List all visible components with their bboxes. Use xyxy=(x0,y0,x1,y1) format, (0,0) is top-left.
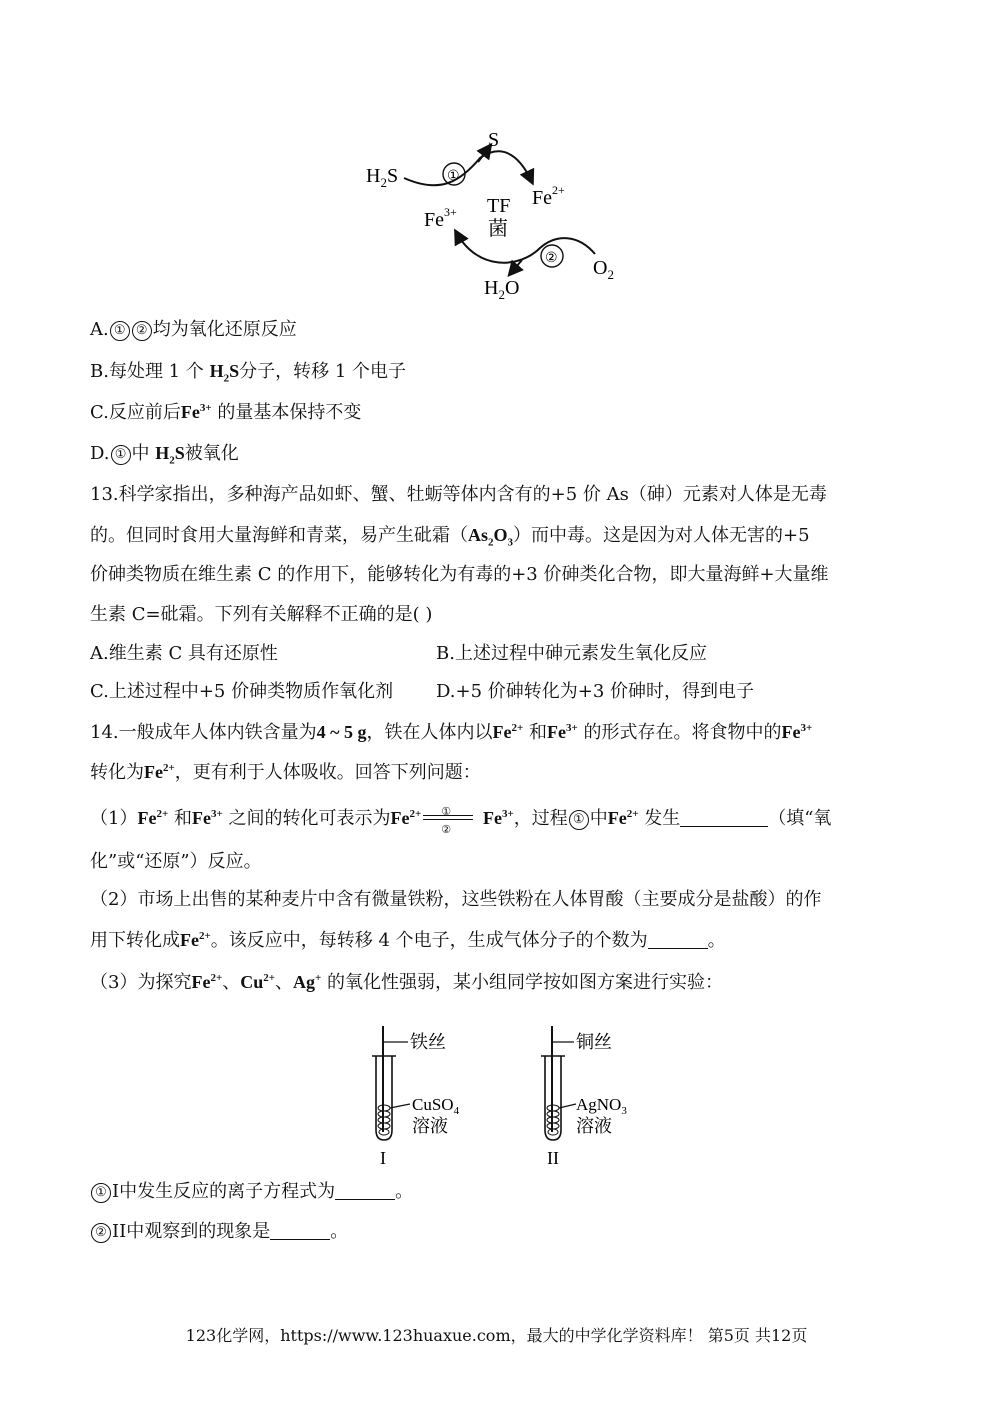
tube-2-solution-label: 溶液 xyxy=(576,1116,612,1136)
tube-2-label: II xyxy=(547,1148,559,1168)
tf-bacteria-cycle-diagram xyxy=(360,122,630,304)
fe3-label: $Fe^{3+}$ xyxy=(424,205,457,231)
q14-sub-2: ② II中观察到的现象是 。 xyxy=(90,1220,348,1244)
page-footer: 123化学网，https://www.123huaxue.com，最大的中学化学资料库！ 第5页 共12页 xyxy=(185,1326,808,1345)
s-label: S xyxy=(488,129,500,151)
conversion-arrow: ① ② xyxy=(421,806,477,830)
center-bacteria: 菌 xyxy=(488,218,508,240)
test-tube-figure xyxy=(360,1024,650,1170)
q14-line-2: 转化为$Fe^{2+}$，更有利于人体吸收。回答下列问题： xyxy=(90,762,481,783)
step1-label: ① xyxy=(447,169,460,184)
q13-option-b: B.上述过程中砷元素发生氧化反应 xyxy=(436,643,707,664)
q14-part-1: $(1)Fe^{2+}$ 和$Fe^{3+}$ 之间的转化可表示为$Fe^{2+}$ ① ② $Fe^{3+}$，过程 ① 中$Fe^{2+}$ 发生 （填“氧 xyxy=(90,805,832,836)
h2s-label: $H_2S$ xyxy=(366,165,399,190)
q14-sub-1: ① I中发生反应的离子方程式为 。 xyxy=(90,1180,413,1204)
q13-line-3: 价砷类物质在维生素 C 的作用下，能够转化为有毒的+3 价砷类化合物，即大量海鲜+大量维 xyxy=(90,564,829,585)
q14-part-2-line-1: （2）市场上出售的某种麦片中含有微量铁粉，这些铁粉在人体胃酸（主要成分是盐酸）的作 xyxy=(90,889,822,910)
step2-label: ② xyxy=(545,251,558,266)
q14-part-1-cont: 化”或“还原”）反应。 xyxy=(90,851,262,872)
tube-1-label: I xyxy=(380,1148,386,1168)
tube-1-solution-label: 溶液 xyxy=(412,1116,448,1136)
q13-line-4: 生素 C=砒霜。下列有关解释不正确的是( ) xyxy=(90,604,433,625)
q12-option-a: A. ① ② 均为氧化还原反应 xyxy=(90,319,297,340)
q13-option-a: A.维生素 C 具有还原性 xyxy=(90,643,278,664)
q12-option-b: B.每处理 1 个 $H_2S$分子，转移 1 个电子 xyxy=(90,361,407,385)
tube-1-solution-formula: CuSO$_4$ xyxy=(412,1095,460,1117)
q13-line-1: 13.科学家指出，多种海产品如虾、蟹、牡蛎等体内含有的+5 价 As（砷）元素对人体是无毒 xyxy=(90,484,827,505)
q14-line-1: 14.一般成年人体内铁含量为4 ~ 5 g，铁在人体内以$Fe^{2+}$ 和$Fe^{3+}$ 的形式存在。将食物中的$Fe^{3+}$ xyxy=(90,722,813,743)
q12-option-c: C.反应前后$Fe^{3+}$ 的量基本保持不变 xyxy=(90,402,362,423)
h2o-label: $H_2O$ xyxy=(484,277,520,302)
test-tube-2 xyxy=(541,1026,627,1168)
test-tube-1 xyxy=(372,1026,460,1168)
q13-option-c: C.上述过程中+5 价砷类物质作氧化剂 xyxy=(90,681,394,702)
tube-2-wire-label: 铜丝 xyxy=(576,1032,612,1052)
o2-label: $O_2$ xyxy=(593,257,614,282)
q13-line-2: 的。但同时食用大量海鲜和青菜，易产生砒霜$(As_2O_3)$而中毒。这是因为对人体无害的+5 xyxy=(90,525,810,549)
q14-part-2-line-2: 用下转化成$Fe^{2+}$。该反应中，每转移 4 个电子，生成气体分子的个数为 。 xyxy=(90,930,726,951)
center-tf: TF xyxy=(487,195,511,217)
q14-part-3: （3）为探究$Fe^{2+}$、$Cu^{2+}$、Ag+ 的氧化性强弱，某小组同学按如图方案进行实验： xyxy=(90,972,724,993)
fe2-label: $Fe^{2+}$ xyxy=(532,183,565,209)
tube-1-wire-label: 铁丝 xyxy=(410,1032,446,1052)
q12-option-d: D. ① 中 $H_2S$被氧化 xyxy=(90,443,239,467)
tube-2-solution-formula: AgNO$_3$ xyxy=(576,1095,627,1117)
q13-option-d: D.+5 价砷转化为+3 价砷时，得到电子 xyxy=(436,681,755,702)
